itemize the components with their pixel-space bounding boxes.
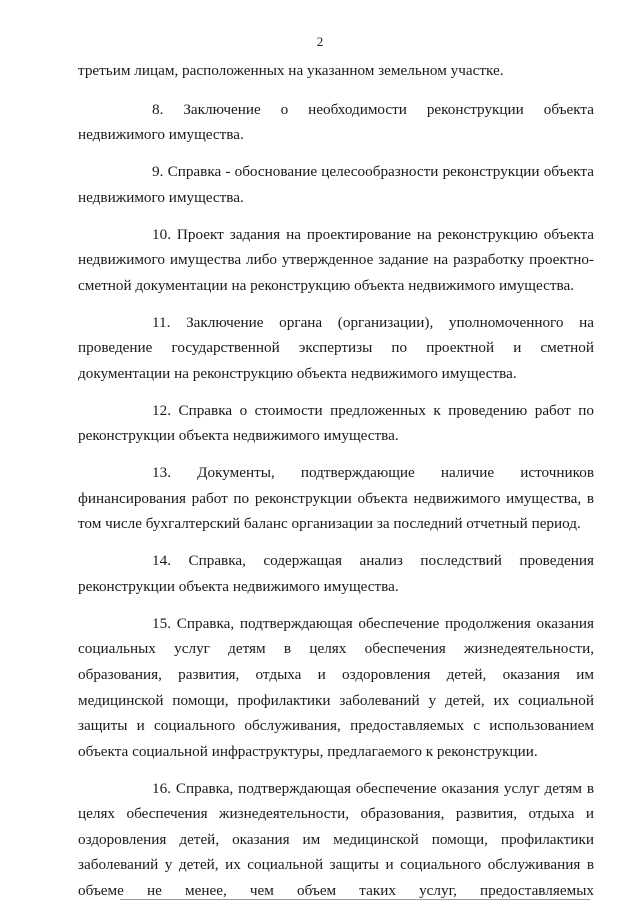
item-number: 12.: [152, 401, 171, 419]
item-number: 8.: [152, 100, 164, 118]
list-item-15: [78, 611, 594, 765]
item-text: Справка, содержащая анализ последствий проведения реконструкции объекта недвижимого имущества.: [78, 552, 595, 595]
item-text: Документы, подтверждающие наличие источников финансирования работ по реконструкции объекта недвижимого имущества, в том числе бухгалтерский баланс организации за последний отчетный период.: [78, 464, 594, 533]
list-item-10: [78, 222, 594, 299]
item-text: Заключение о необходимости реконструкции объекта недвижимого имущества.: [78, 100, 594, 144]
item-number: 11.: [152, 313, 171, 331]
item-number: 14.: [152, 552, 171, 570]
item-text: Заключение органа (организации), уполномоченного на проведение государственной экспертизы по проектной и сметной документации на реконструкцию объекта недвижимого имущества.: [78, 313, 595, 382]
item-text: Справка, подтверждающая обеспечение оказания услуг детям в целях обеспечения жизнедеятельности, образования, развития, отдыха и оздоровления детей, оказания им медицинской помощи, профилактики заболеваний у детей, их социальной защиты и социального обслуживания в объеме не менее, чем объем таких услуг, предоставляемых: [78, 779, 595, 899]
item-text: Справка, подтверждающая обеспечение продолжения оказания социальных услуг детям в целях обеспечения жизнедеятельности, образования, развития, отдыха и оздоровления детей, оказания им медицинской помощи, профилактики заболеваний у детей, их социальной защиты и социального обслуживания, предоставляемых с использованием объекта социальной инфраструктуры, предлагаемого к реконструкции.: [78, 614, 595, 760]
list-item-9: [78, 159, 594, 210]
item-number: 15.: [152, 614, 171, 632]
item-number: 13.: [152, 464, 171, 482]
scan-edge-line: [120, 899, 590, 900]
page-number: 2: [316, 34, 324, 49]
list-item-11: [78, 310, 594, 387]
list-item-16: [78, 776, 594, 904]
list-item-14: [78, 548, 594, 599]
item-text: Справка о стоимости предложенных к проведению работ по реконструкции объекта недвижимого имущества.: [78, 401, 594, 445]
list-item-8: [78, 97, 594, 148]
item-number: 16.: [152, 779, 171, 797]
list-item-12: [78, 398, 594, 449]
item-number: 10.: [152, 225, 171, 243]
list-item-13: [78, 460, 594, 537]
item-number: 9.: [152, 163, 164, 181]
item-text: Проект задания на проектирование на реконструкцию объекта недвижимого имущества либо утвержденное задание на разработку проектно-сметной документации на реконструкцию объекта недвижимого имущества.: [78, 225, 595, 294]
item-text: Справка - обоснование целесообразности реконструкции объекта недвижимого имущества.: [78, 163, 594, 206]
continuation-paragraph: третьим лицам, расположенных на указанном земельном участке.: [78, 62, 504, 79]
document-body: [78, 58, 594, 915]
